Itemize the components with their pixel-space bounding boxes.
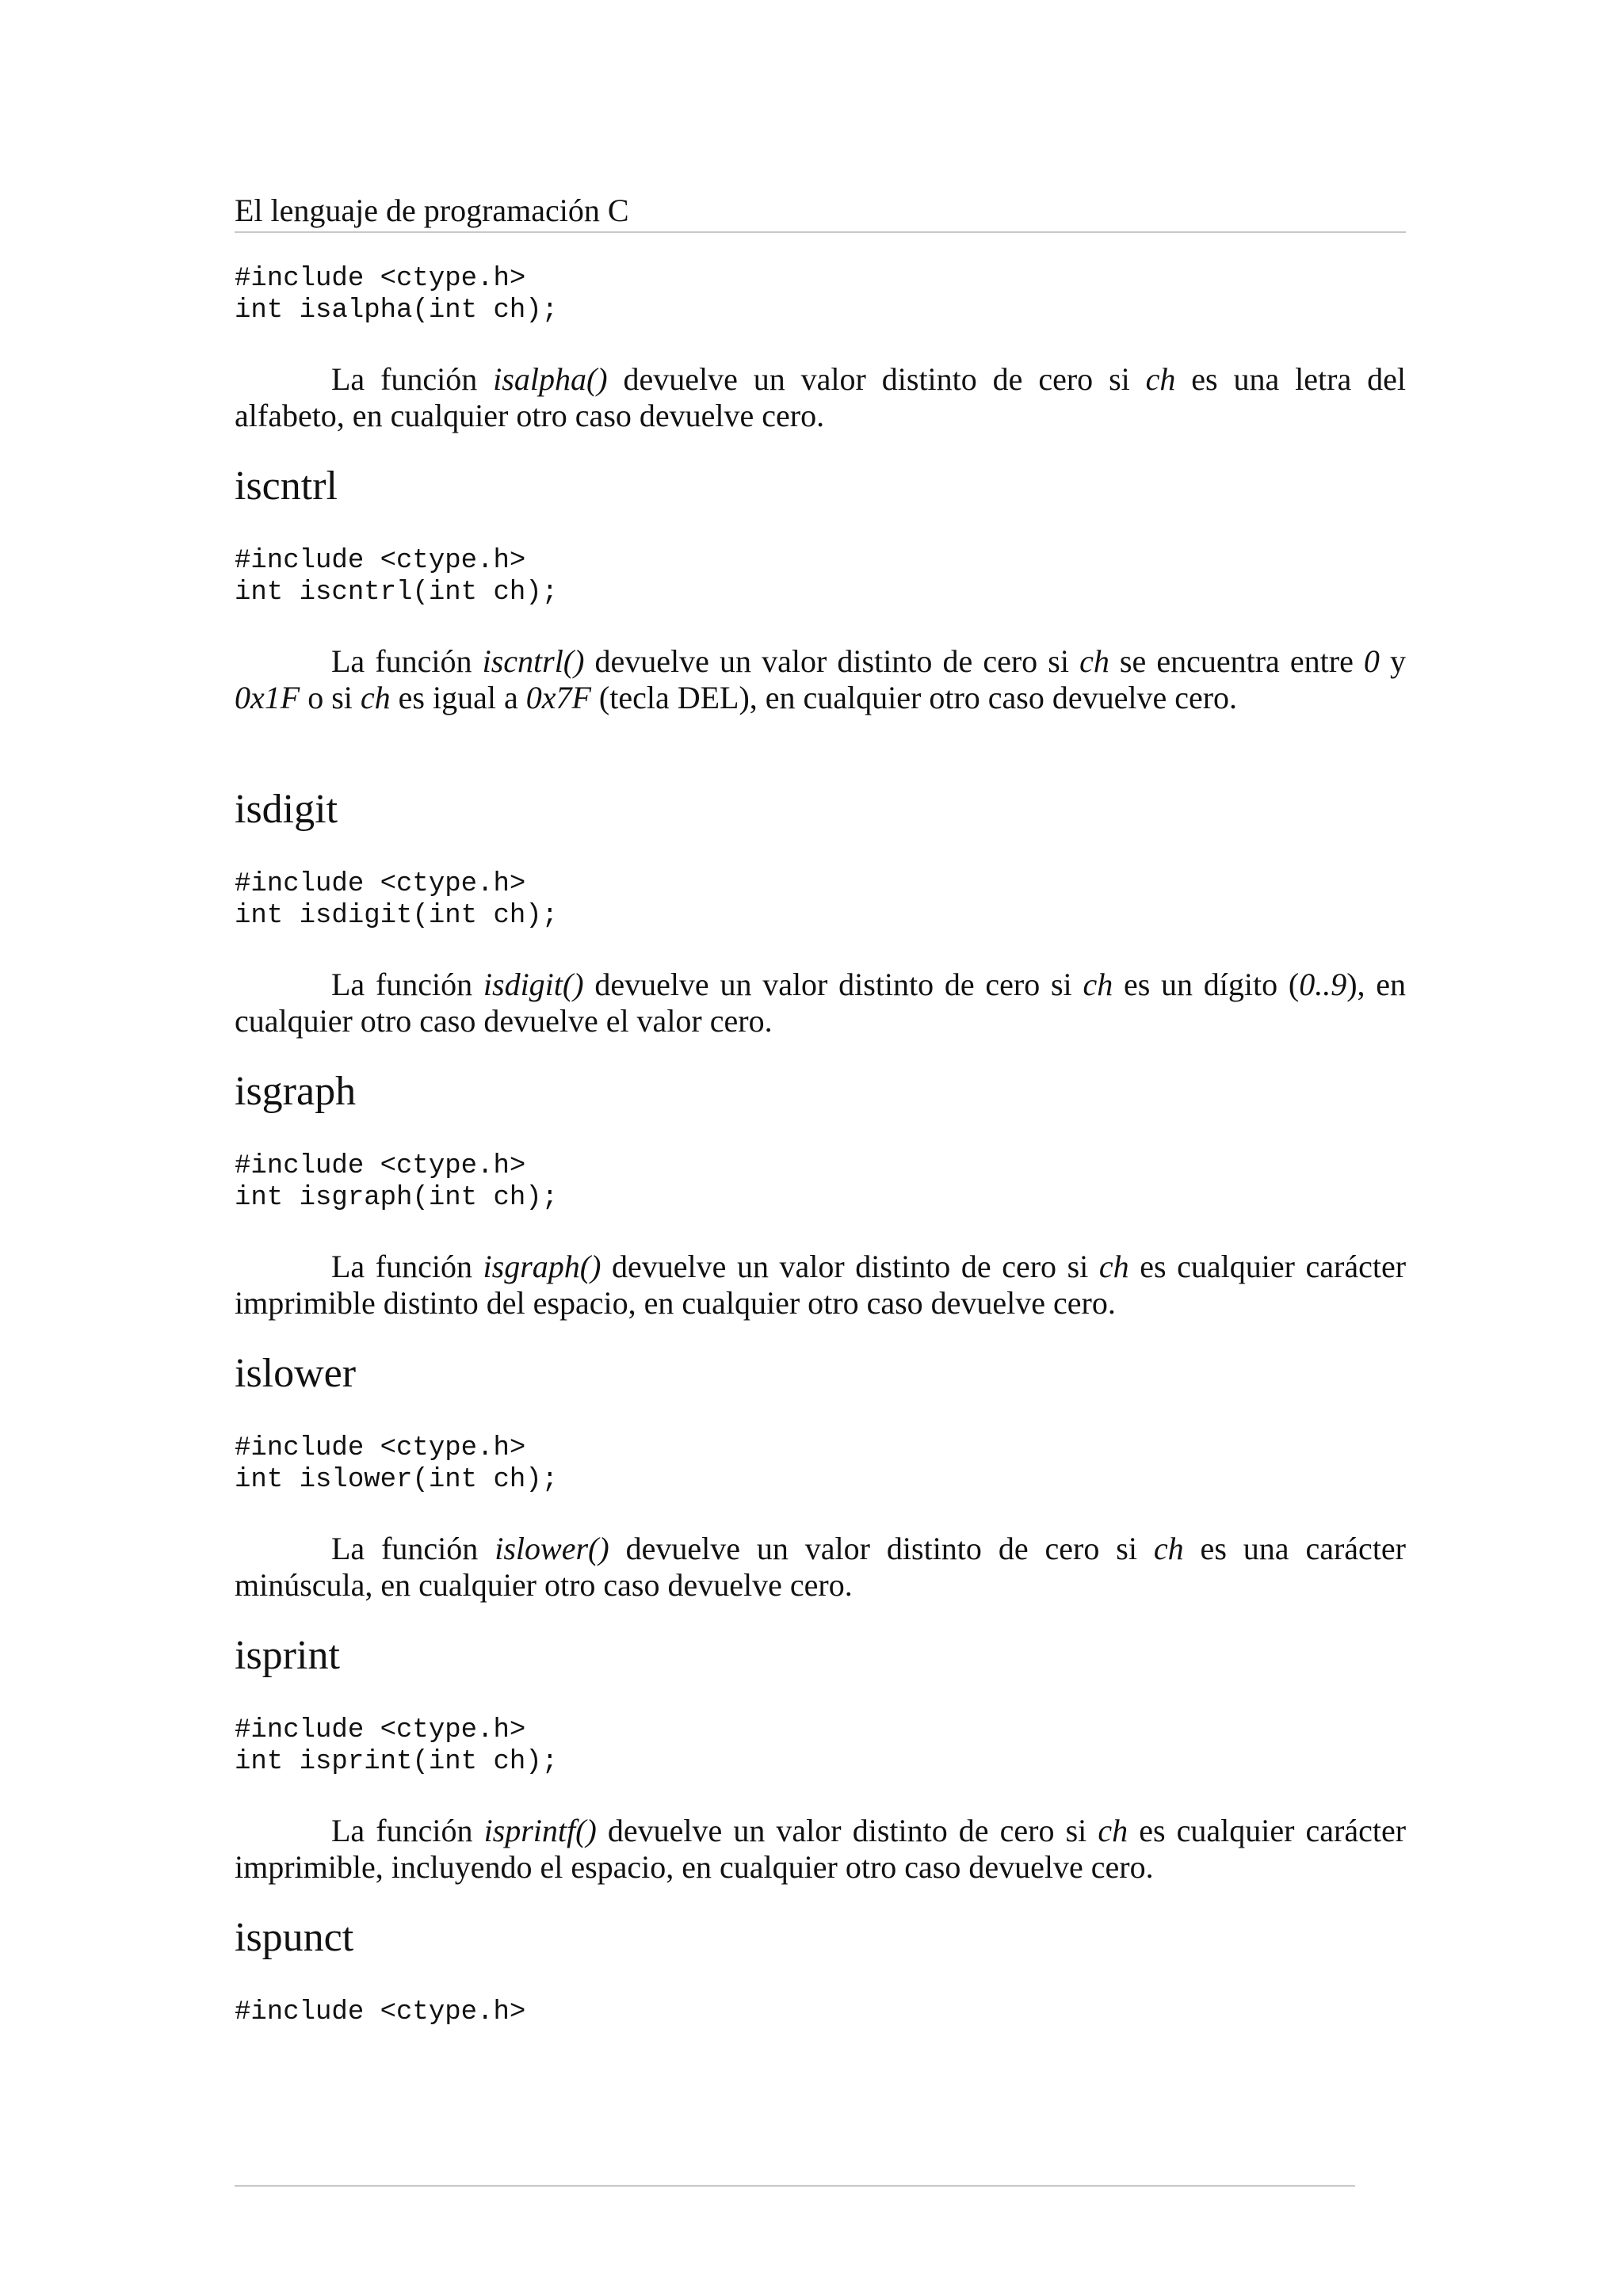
section-heading-iscntrl: iscntrl (235, 463, 338, 509)
code-block-islower (235, 1432, 1406, 1496)
document-body (235, 263, 1406, 2028)
code-line: int iscntrl(int ch); (235, 578, 559, 608)
paragraph-iscntrl: La función iscntrl() devuelve un valor distinto de cero si ch se encuentra entre 0 y 0x1F o si ch es igual a 0x7F (tecla DEL), en cualquier otro caso devuelve cero. (235, 643, 1407, 715)
code-line: int isgraph(int ch); (235, 1183, 559, 1213)
code-line: int isalpha(int ch); (235, 296, 559, 326)
page-header (235, 189, 1406, 233)
code-block-ispunct (235, 1997, 1406, 2028)
code-line: int isprint(int ch); (235, 1747, 559, 1777)
code-block-isalpha (235, 263, 1406, 326)
code-line: int isdigit(int ch); (235, 901, 559, 931)
section-heading-islower: islower (235, 1351, 357, 1396)
section-heading-isdigit: isdigit (235, 787, 338, 832)
page-header-title: El lenguaje de programación C (235, 193, 629, 228)
code-block-isgraph (235, 1150, 1406, 1214)
paragraph-isprint: La función isprintf() devuelve un valor distinto de cero si ch es cualquier carácter imprimible, incluyendo el espacio, en cualquier otro caso devuelve cero. (235, 1813, 1407, 1885)
paragraph-isdigit: La función isdigit() devuelve un valor distinto de cero si ch es un dígito (0..9), en cualquier otro caso devuelve el valor cero. (235, 967, 1407, 1039)
footer-divider (235, 2185, 1355, 2187)
code-line: #include <ctype.h> (235, 264, 526, 294)
code-line: #include <ctype.h> (235, 1715, 526, 1745)
code-line: #include <ctype.h> (235, 1433, 526, 1463)
code-block-isdigit (235, 868, 1406, 932)
code-line: int islower(int ch); (235, 1465, 559, 1495)
code-block-iscntrl (235, 545, 1406, 608)
section-heading-isprint: isprint (235, 1633, 340, 1678)
paragraph-islower: La función islower() devuelve un valor distinto de cero si ch es una carácter minúscula, en cualquier otro caso devuelve cero. (235, 1531, 1407, 1603)
code-line: #include <ctype.h> (235, 869, 526, 899)
code-line: #include <ctype.h> (235, 1997, 526, 2027)
section-heading-ispunct: ispunct (235, 1915, 354, 1960)
paragraph-isalpha: La función isalpha() devuelve un valor distinto de cero si ch es una letra del alfabeto, en cualquier otro caso devuelve cero. (235, 361, 1406, 433)
code-line: #include <ctype.h> (235, 546, 526, 576)
paragraph-isgraph: La función isgraph() devuelve un valor distinto de cero si ch es cualquier carácter imprimible distinto del espacio, en cualquier otro caso devuelve cero. (235, 1249, 1407, 1321)
section-heading-isgraph: isgraph (235, 1069, 357, 1114)
code-block-isprint (235, 1714, 1406, 1778)
code-line: #include <ctype.h> (235, 1151, 526, 1181)
